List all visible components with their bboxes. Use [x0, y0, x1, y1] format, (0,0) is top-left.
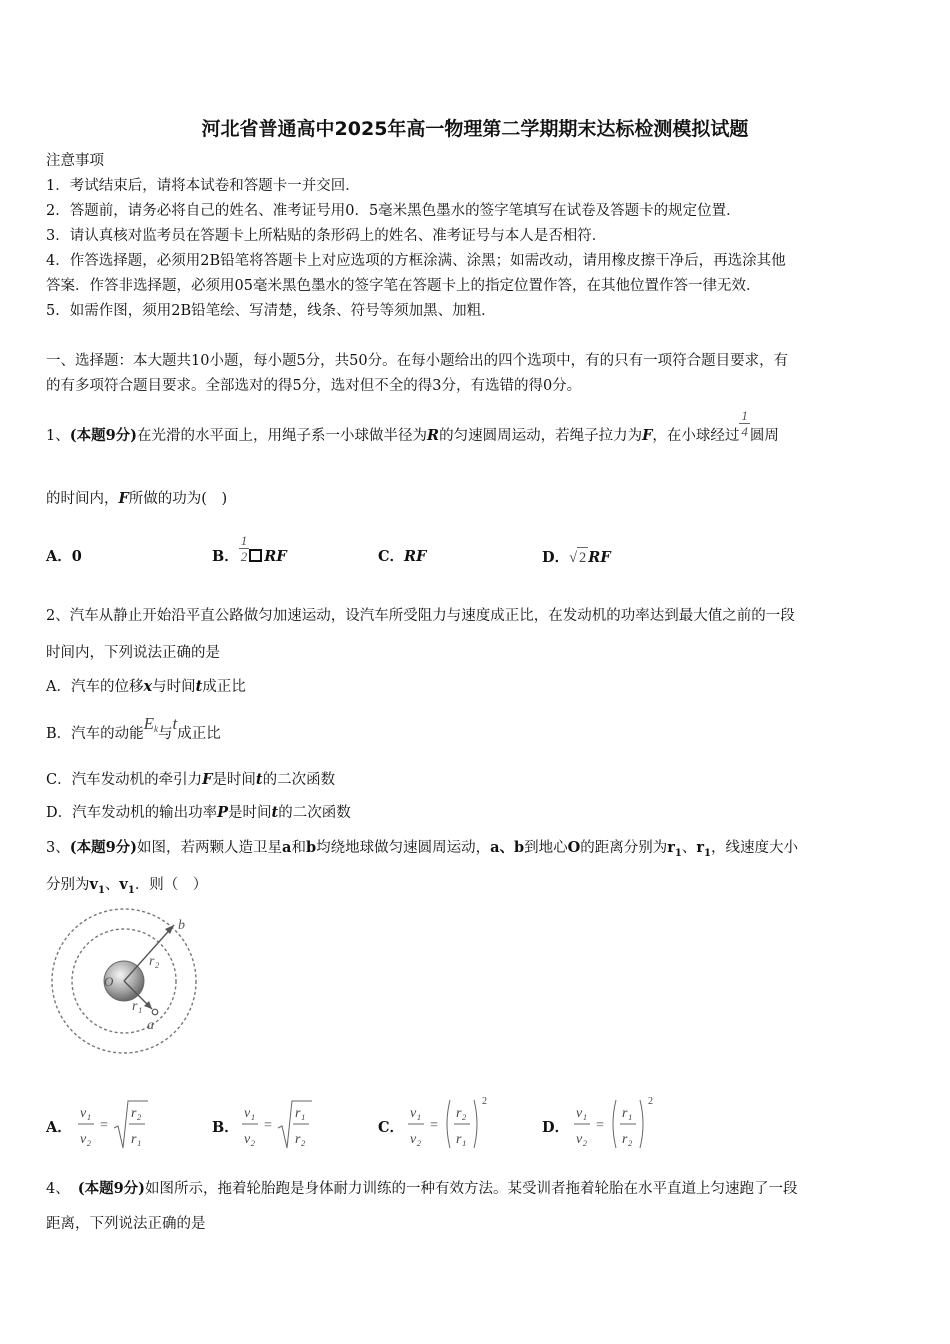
symbol-t: t [255, 771, 263, 788]
option-text: 的二次函数 [262, 772, 336, 788]
symbol-t: t [271, 804, 279, 821]
symbol-v: v [89, 876, 98, 893]
question-1-text-d: 圆周 [749, 428, 779, 444]
label-O: O [104, 974, 114, 989]
question-3-text: 分别为 [46, 877, 90, 893]
right-paren-icon [474, 1100, 477, 1148]
sqrt-radicand: 2 [577, 547, 588, 568]
formula-r1: r₁ [295, 1106, 306, 1121]
q3-option-c-formula[interactable] [406, 1092, 496, 1154]
question-1-line2 [46, 489, 227, 509]
option-label: C． [378, 548, 405, 565]
formula-r1: r₁ [456, 1132, 467, 1147]
option-value: 0 [71, 548, 82, 565]
symbol-O: O [567, 839, 581, 856]
formula-r1: r₁ [131, 1132, 142, 1147]
symbol-P: P [217, 804, 229, 821]
label-r2: r₂ [149, 954, 160, 969]
question-3-text: 如图，若两颗人造卫星 [137, 840, 283, 856]
sqrt-symbol-icon: √ [569, 550, 578, 566]
question-3-line1 [46, 838, 798, 864]
left-paren-icon [447, 1100, 450, 1148]
note-item-2: 2．答题前，请务必将自己的姓名、准考证号用0．5毫米黑色墨水的签字笔填写在试卷及答题卡的规定位置． [46, 203, 741, 219]
orbit-diagram [48, 905, 208, 1055]
fraction-numerator: 1 [741, 407, 748, 423]
subscript: 1 [127, 884, 135, 896]
formula-r2: r₂ [295, 1132, 306, 1147]
symbol-a: a [282, 839, 292, 856]
note-item-4: 4．作答选择题，必须用2B铅笔将答题卡上对应选项的方框涂满、涂黑；如需改动，请用橡皮擦干净后，再选涂其他 [46, 253, 786, 269]
symbol-v1 [119, 876, 135, 896]
q3-option-d-formula[interactable] [572, 1092, 662, 1154]
question-1-text-a: 在光滑的水平面上，用绳子系一小球做半径为 [137, 428, 428, 444]
question-3-number: 3、 [46, 840, 70, 856]
q1-option-c[interactable] [378, 547, 426, 567]
note-item-4-cont: 答案．作答非选择题，必须用05毫米黑色墨水的签字笔在答题卡上的指定位置作答，在其他位置作答一律无效． [46, 278, 761, 294]
q3-option-c-label[interactable]: C． [378, 1119, 405, 1136]
q2-option-b[interactable] [46, 714, 221, 745]
label-r1: r₁ [132, 999, 143, 1014]
q2-option-c[interactable] [46, 770, 335, 790]
formula-v1: v₁ [576, 1106, 588, 1121]
symbol-R: R [427, 427, 440, 444]
question-4-score: (本题9分) [77, 1180, 146, 1197]
subscript: 1 [704, 847, 711, 859]
question-3-text: 均绕地球做匀速圆周运动， [316, 840, 491, 856]
formula-v2: v₂ [576, 1132, 588, 1147]
question-1-text-c: ，在小球经过 [652, 428, 740, 444]
missing-glyph-box-icon [249, 549, 262, 562]
formula-equals: = [596, 1118, 604, 1133]
question-4-line1 [46, 1179, 798, 1199]
question-1-text-b: 的匀速圆周运动，若绳子拉力为 [439, 428, 643, 444]
left-paren-icon [613, 1100, 616, 1148]
formula-exponent: 2 [482, 1096, 487, 1107]
question-1-line2-b: 所做的功为( ) [128, 491, 228, 507]
question-3-text: 到地心 [524, 840, 568, 856]
question-3-score: (本题9分) [69, 839, 138, 856]
symbol-F: F [202, 771, 213, 788]
formula-v1: v₁ [244, 1106, 256, 1121]
option-text: 成正比 [202, 679, 246, 695]
note-item-3: 3．请认真核对监考员在答题卡上所粘贴的条形码上的姓名、准考证号与本人是否相符． [46, 228, 607, 244]
formula-r2: r₂ [456, 1106, 467, 1121]
question-2-line1: 2、汽车从静止开始沿平直公路做匀加速运动，设汽车所受阻力与速度成正比，在发动机的功率达到最大值之前的一段 [46, 608, 795, 624]
right-paren-icon [640, 1100, 643, 1148]
q3-option-b-label[interactable]: B． [212, 1119, 239, 1136]
subscript: 1 [97, 884, 105, 896]
symbol-F: F [118, 490, 129, 507]
formula-v2: v₂ [244, 1132, 256, 1147]
symbol-t: t [172, 714, 178, 733]
question-1-line1 [46, 407, 779, 446]
page-title: 河北省普通高中2025年高一物理第二学期期末达标检测模拟试题 [201, 118, 749, 140]
q3-option-d-label[interactable]: D． [542, 1119, 570, 1136]
q1-option-b[interactable] [212, 532, 287, 567]
question-3-text: ．则（ ） [134, 877, 208, 893]
option-text: B．汽车的动能 [46, 726, 144, 742]
label-b: b [178, 918, 185, 933]
formula-v2: v₂ [80, 1132, 92, 1147]
option-label: A． [46, 548, 72, 565]
option-text: 是时间 [212, 772, 256, 788]
formula-v1: v₁ [410, 1106, 422, 1121]
option-value: RF [404, 548, 427, 565]
symbol-r1 [667, 839, 682, 859]
formula-r2: r₂ [131, 1106, 142, 1121]
question-4-number: 4、 [46, 1181, 70, 1197]
question-3-text: 的距离分别为 [580, 840, 668, 856]
question-1-number: 1、 [46, 428, 70, 444]
section1-instructions-line2: 的有多项符合题目要求。全部选对的得5分，选对但不全的得3分，有选错的得0分。 [46, 378, 582, 394]
symbol-r: r [667, 839, 675, 856]
fraction-denominator: 2 [240, 548, 248, 564]
q3-option-b-formula[interactable] [240, 1098, 320, 1154]
satellite-a [152, 1009, 158, 1015]
q3-option-a-label[interactable]: A． [46, 1119, 72, 1136]
question-2-line2: 时间内，下列说法正确的是 [46, 645, 220, 661]
option-label: B． [212, 548, 239, 565]
symbol-v: v [119, 876, 128, 893]
question-3-line2 [46, 875, 207, 901]
question-1-score: (本题9分) [69, 427, 138, 444]
question-4-line2: 距离，下列说法正确的是 [46, 1216, 206, 1232]
symbol-E: E [143, 714, 155, 733]
label-a: a [147, 1018, 154, 1033]
option-value: RF [264, 548, 287, 565]
option-text: 是时间 [228, 805, 272, 821]
option-text: D．汽车发动机的输出功率 [46, 805, 218, 821]
formula-exponent: 2 [648, 1096, 653, 1107]
formula-equals: = [100, 1118, 108, 1133]
q3-option-a-formula[interactable] [76, 1098, 156, 1154]
option-label: D． [542, 549, 570, 566]
option-text: A．汽车的位移 [46, 679, 144, 695]
q2-option-a[interactable] [46, 677, 246, 697]
symbol-r1 [696, 839, 711, 859]
formula-r1: r₁ [622, 1106, 633, 1121]
option-value: RF [588, 549, 611, 566]
formula-v2: v₂ [410, 1132, 422, 1147]
notes-heading: 注意事项 [46, 153, 104, 169]
note-item-5: 5．如需作图，须用2B铅笔绘、写清楚，线条、符号等须加黑、加粗． [46, 303, 496, 319]
q2-option-d[interactable] [46, 803, 351, 823]
symbol-r: r [696, 839, 705, 856]
symbol-b: b [305, 839, 317, 856]
symbol-v1 [89, 876, 105, 896]
formula-v1: v₁ [80, 1106, 92, 1121]
separator: 、 [104, 877, 120, 893]
symbol-ab: a、b [490, 839, 525, 856]
option-text: C．汽车发动机的牵引力 [46, 772, 203, 788]
symbol-t: t [195, 678, 203, 695]
option-text: 成正比 [177, 726, 221, 742]
q1-option-a[interactable] [46, 547, 82, 567]
option-text: 的二次函数 [278, 805, 351, 821]
separator: 、 [681, 840, 697, 856]
fraction-quarter [739, 408, 750, 439]
option-text: 与 [158, 726, 173, 742]
question-1-line2-a: 的时间内， [46, 491, 119, 507]
question-4-text: 如图所示，拖着轮胎跑是身体耐力训练的一种有效方法。某受训者拖着轮胎在水平直道上匀速跑了一段 [145, 1181, 798, 1197]
fraction-numerator: 1 [240, 532, 248, 548]
symbol-x: x [143, 678, 153, 695]
option-text: 与时间 [152, 679, 196, 695]
note-item-1: 1．考试结束后，请将本试卷和答题卡一并交回． [46, 178, 360, 194]
formula-equals: = [430, 1118, 438, 1133]
symbol-F: F [642, 427, 653, 444]
formula-equals: = [264, 1118, 272, 1133]
question-3-text: ，线速度大小 [711, 840, 798, 856]
formula-r2: r₂ [622, 1132, 633, 1147]
fraction-denominator: 4 [741, 423, 748, 439]
fraction-half [239, 533, 250, 564]
subscript: 1 [674, 847, 682, 859]
radius-r2-line [124, 925, 174, 981]
symbol-k: k [154, 724, 159, 734]
q1-option-d[interactable] [542, 547, 611, 568]
section1-instructions-line1: 一、选择题：本大题共10小题，每小题5分，共50分。在每小题给出的四个选项中，有的只有一项符合题目要求，有 [46, 353, 789, 369]
question-3-text: 和 [291, 840, 306, 856]
